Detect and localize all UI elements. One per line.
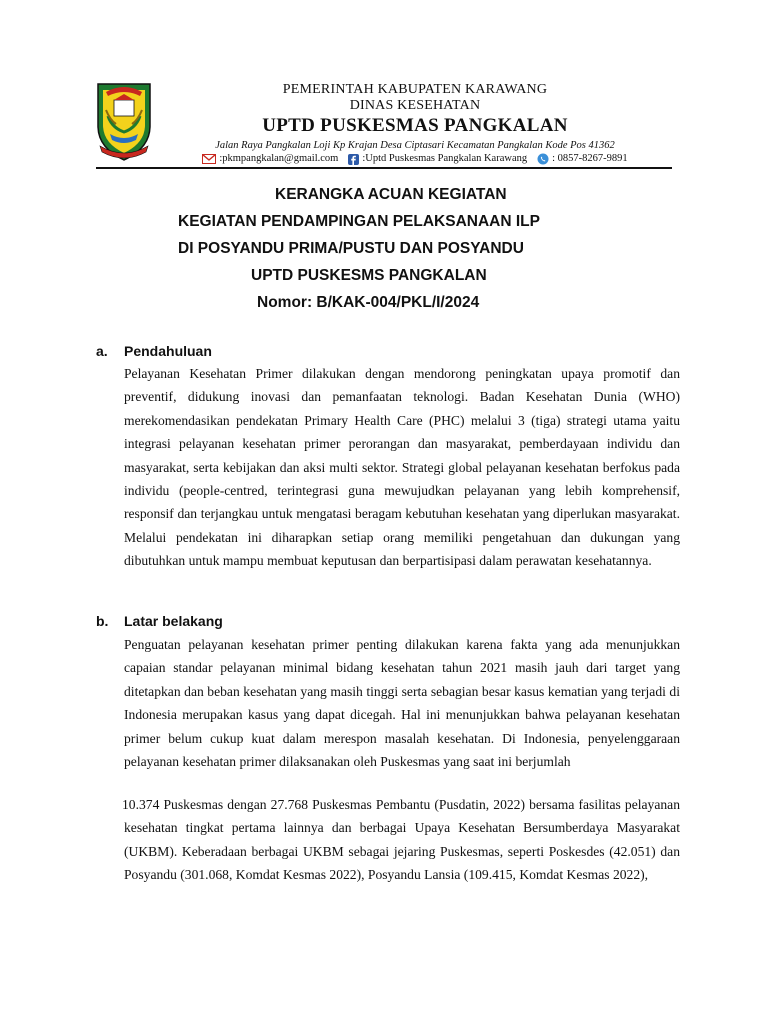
document-title-line-3: DI POSYANDU PRIMA/PUSTU DAN POSYANDU xyxy=(178,240,524,257)
whatsapp-icon xyxy=(537,153,549,165)
phone-contact xyxy=(537,152,628,166)
letterhead-divider xyxy=(96,167,672,169)
section-a-title: Pendahuluan xyxy=(124,343,212,359)
document-title-line-4: UPTD PUSKESMS PANGKALAN xyxy=(251,267,487,284)
karawang-regency-logo xyxy=(92,80,156,162)
section-b-paragraph-1: Penguatan pelayanan kesehatan primer penting dilakukan karena fakta yang ada menunjukkan capaian standar pelayanan minimal bidang kesehatan tahun 2021 masih jauh dari target yang ditetapkan dan beban kesehatan yang masih tinggi serta sebagian besar kasus kematian yang terjadi di Indonesia merupakan kasus yang dapat dicegah. Hal ini menunjukkan bahwa pelayanan kesehatan primer belum cukup kuat dalam merespon masalah kesehatan. Di Indonesia, penyelenggaraan pelayanan kesehatan primer dilaksanakan oleh Puskesmas yang saat ini berjumlah xyxy=(124,637,680,770)
address: Jalan Raya Pangkalan Loji Kp Krajan Desa Ciptasari Kecamatan Pangkalan Kode Pos 41362 xyxy=(215,140,615,151)
section-b-letter: b. xyxy=(96,613,109,629)
government-name: PEMERINTAH KABUPATEN KARAWANG xyxy=(282,82,548,97)
section-a-letter: a. xyxy=(96,343,108,359)
document-number: Nomor: B/KAK-004/PKL/I/2024 xyxy=(257,294,480,311)
letterhead-text xyxy=(165,82,665,166)
facebook-contact xyxy=(348,152,527,166)
letterhead xyxy=(0,0,768,172)
email-icon xyxy=(202,154,216,164)
section-b-title: Latar belakang xyxy=(124,613,223,629)
facebook-text: :Uptd Puskesmas Pangkalan Karawang xyxy=(362,153,528,164)
email-text: :pkmpangkalan@gmail.com xyxy=(219,153,339,164)
document-title-line-2: KEGIATAN PENDAMPINGAN PELAKSANAAN ILP xyxy=(178,213,540,230)
section-a-paragraph: Pelayanan Kesehatan Primer dilakukan dengan mendorong peningkatan upaya promotif dan preventif, didukung inovasi dan pemanfaatan teknologi. Badan Kesehatan Dunia (WHO) merekomendasikan pendekatan Primary Health Care (PHC) melalui 3 (tiga) strategi utama yaitu integrasi pelayanan kesehatan primer perorangan dan masyarakat, pemberdayaan individu dan masyarakat, serta kebijakan dan aksi multi sektor. Strategi global pelayanan kesehatan berfokus pada individu (people-centred, terintegrasi guna mewujudkan pelayanan yang lebih komprehensif, responsif dan terjangkau untuk mengatasi beragam kebutuhan kesehatan yang diperlukan masyarakat. Melalui pendekatan ini diharapkan setiap orang memiliki pengetahuan dan dukungan yang dibutuhkan untuk mampu membuat keputusan dan berpartisipasi dalam perawatan kesehatannya. xyxy=(124,366,680,569)
section-b-paragraph-2: 10.374 Puskesmas dengan 27.768 Puskesmas Pembantu (Pusdatin, 2022) bersama fasilitas pelayanan kesehatan tingkat pertama lainnya dan berbagai Upaya Kesehatan Bersumberdaya Masyarakat (UKBM). Keberadaan berbagai UKBM sebagai jejaring Puskesmas, seperti Poskesdes (42.051) dan Posyandu (301.068, Komdat Kesmas 2022), Posyandu Lansia (109.415, Komdat Kesmas 2022), xyxy=(122,797,680,883)
contact-row xyxy=(165,152,665,166)
document-title-line-1: KERANGKA ACUAN KEGIATAN xyxy=(275,186,507,203)
department-name: DINAS KESEHATAN xyxy=(349,98,481,113)
phone-text: : 0857-8267-9891 xyxy=(552,153,628,164)
institution-title: UPTD PUSKESMAS PANGKALAN xyxy=(262,115,568,136)
email-contact xyxy=(202,152,338,166)
facebook-icon xyxy=(348,154,359,165)
